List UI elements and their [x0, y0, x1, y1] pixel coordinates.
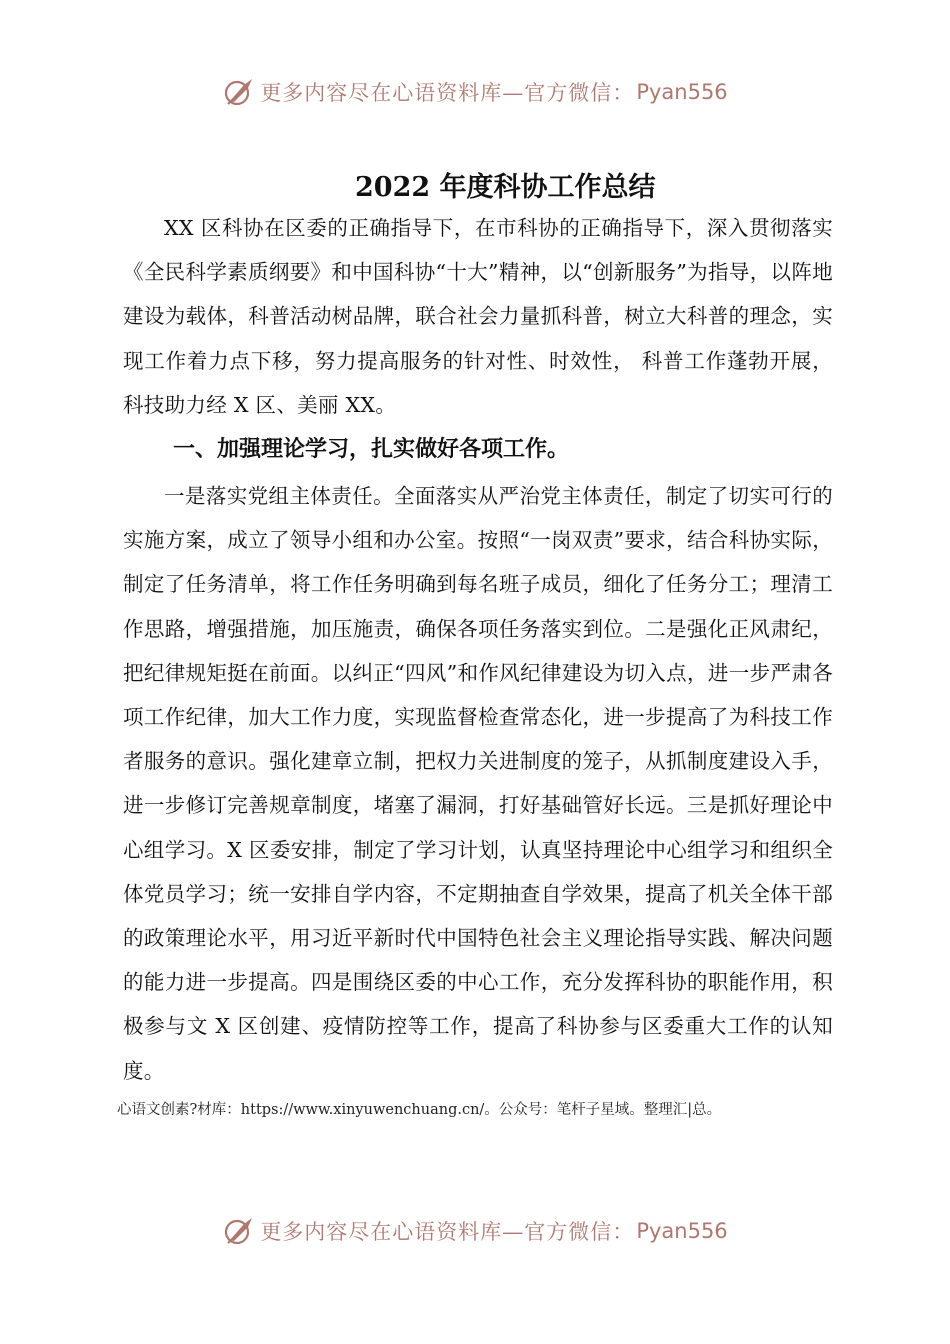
banner-text: 更多内容尽在心语资料库—官方微信： [260, 81, 635, 105]
section-heading-1: 一、加强理论学习，扎实做好各项工作。 [173, 437, 570, 462]
banner-wechat-id: Pyan556 [636, 80, 728, 104]
source-note: 心语文创素?材库：https://www.xinyuwenchuang.cn/。公众号：笔杆子星域。整理汇|总。 [117, 1102, 722, 1118]
intro-paragraph: XX 区科协在区委的正确指导下，在市科协的正确指导下，深入贯彻落实《全民科学素质纲要》和中国科协“十大”精神，以“创新服务”为指导，以阵地建设为载体，科普活动树品牌，联合社会力量抓科普，树立大科普的理念，实现工作着力点下移，努力提高服务的针对性、时效性， 科普工作蓬勃开展，科技助力经 X 区、美丽 XX。 [123, 216, 833, 417]
banner-text: 更多内容尽在心语资料库—官方微信： [260, 1220, 635, 1244]
section-1-paragraph: 一是落实党组主体责任。全面落实从严治党主体责任，制定了切实可行的实施方案，成立了领导小组和办公室。按照“一岗双责”要求，结合科协实际，制定了任务清单，将工作任务明确到每名班子成员，细化了任务分工；理清工作思路，增强措施，加压施责，确保各项任务落实到位。二是强化正风肃纪，把纪律规矩挺在前面。以纠正“四风”和作风纪律建设为切入点，进一步严肃各项工作纪律，加大工作力度，实现监督检查常态化，进一步提高了为科技工作者服务的意识。强化建章立制，把权力关进制度的笼子，从抓制度建设入手，进一步修订完善规章制度，堵塞了漏洞，打好基础管好长远。三是抓好理论中心组学习。X 区委安排，制定了学习计划，认真坚持理论中心组学习和组织全体党员学习；统一安排自学内容，不定期抽查自学效果，提高了机关全体干部的政策理论水平，用习近平新时代中国特色社会主义理论指导实践、解决问题的能力进一步提高。四是围绕区委的中心工作，充分发挥科协的职能作用，积极参与文 X 区创建、疫情防控等工作，提高了科协参与区委重大工作的认知度。 [123, 484, 833, 1083]
header-watermark-banner [0, 72, 950, 112]
banner-wechat-id: Pyan556 [636, 1219, 728, 1243]
footer-watermark-banner [0, 1211, 950, 1251]
quill-pen-logo-icon [222, 1214, 256, 1248]
quill-pen-logo-icon [222, 75, 256, 109]
document-title: 2022 年度科协工作总结 [355, 172, 656, 203]
